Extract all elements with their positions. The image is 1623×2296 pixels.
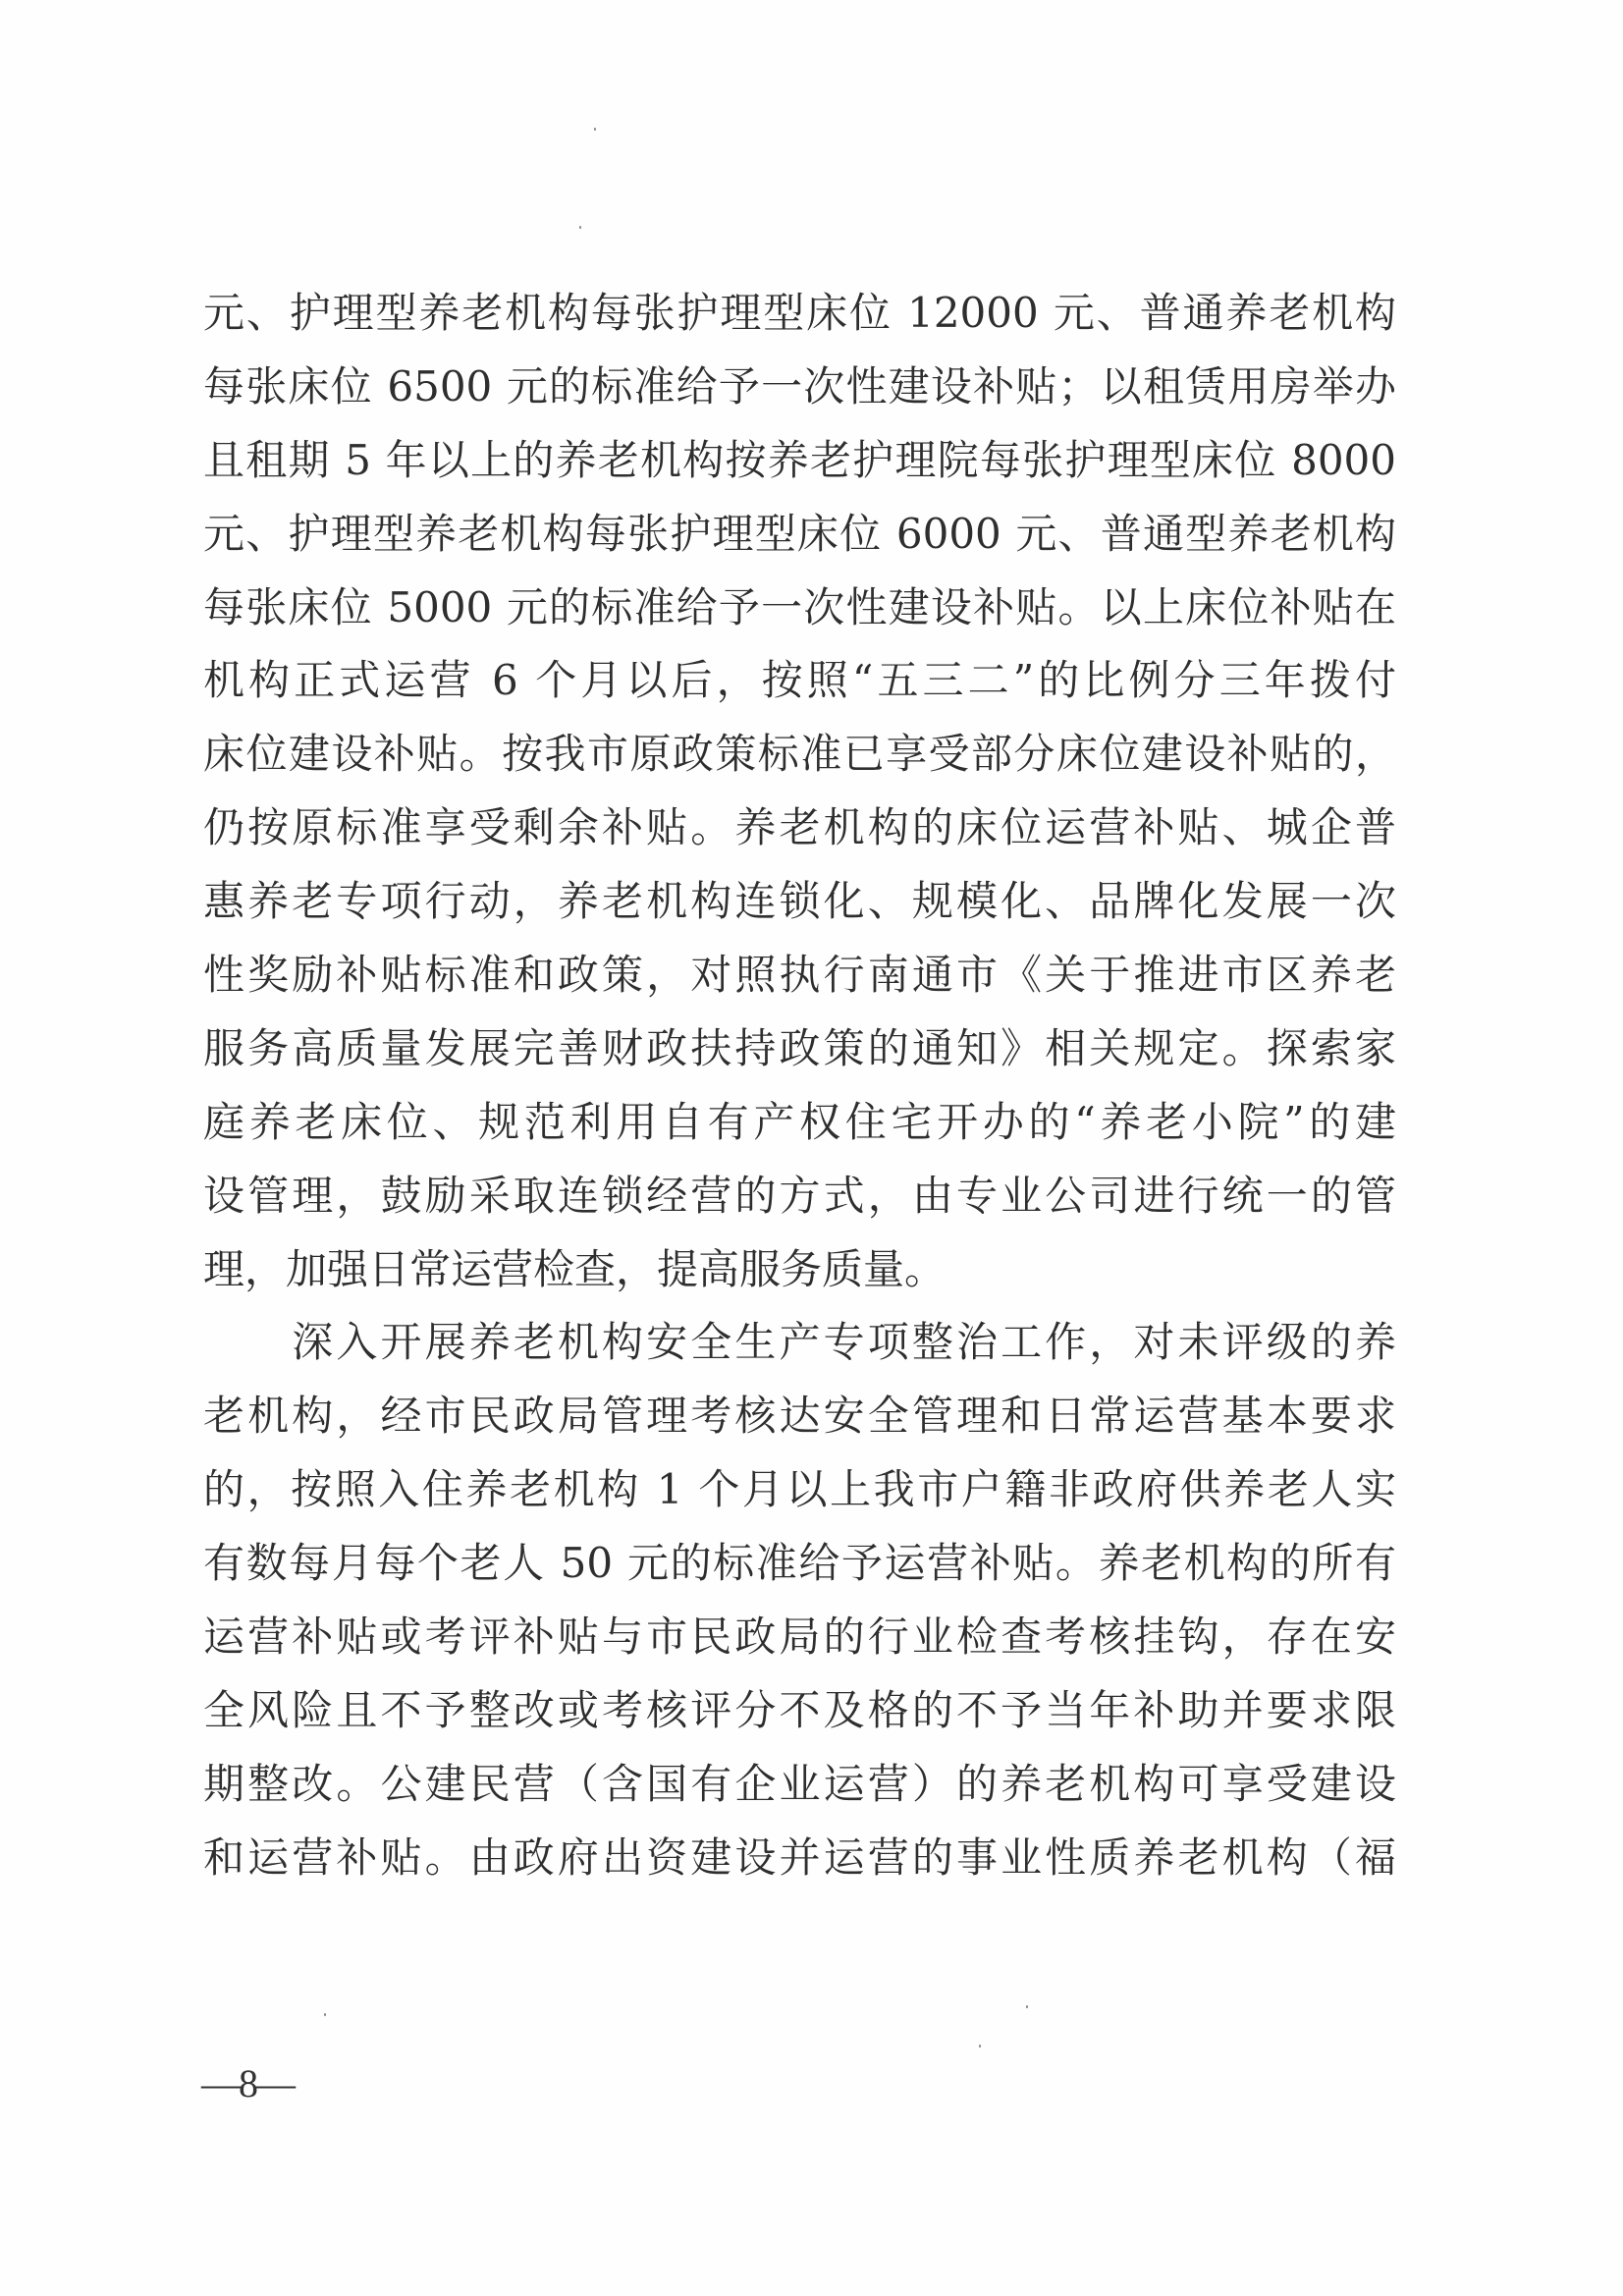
text-line: 老机构，经市民政局管理考核达安全管理和日常运营基本要求 <box>203 1392 1396 1441</box>
text-line: 机构正式运营 6 个月以后，按照“五三二”的比例分三年拨付 <box>203 656 1396 705</box>
text-line: 设管理，鼓励采取连锁经营的方式，由专业公司进行统一的管 <box>203 1171 1396 1220</box>
text-line: 运营补贴或考评补贴与市民政局的行业检查考核挂钩，存在安 <box>203 1613 1396 1662</box>
text-line: 性奖励补贴标准和政策，对照执行南通市《关于推进市区养老 <box>203 951 1396 1000</box>
text-line: 和运营补贴。由政府出资建设并运营的事业性质养老机构（福 <box>203 1832 1396 1882</box>
scan-speck <box>979 2045 981 2048</box>
body-text <box>203 283 1396 1901</box>
text-line: 且租期 5 年以上的养老机构按养老护理院每张护理型床位 8000 <box>203 435 1396 484</box>
text-line: 庭养老床位、规范利用自有产权住宅开办的“养老小院”的建 <box>203 1097 1396 1146</box>
paragraph-start-line: 深入开展养老机构安全生产专项整治工作，对未评级的养 <box>203 1318 1396 1367</box>
scan-speck <box>579 226 581 229</box>
text-line: 床位建设补贴。按我市原政策标准已享受部分床位建设补贴的， <box>203 730 1396 779</box>
text-line: 惠养老专项行动，养老机构连锁化、规模化、品牌化发展一次 <box>203 877 1396 926</box>
text-line: 有数每月每个老人 50 元的标准给予运营补贴。养老机构的所有 <box>203 1539 1396 1588</box>
scan-speck <box>594 128 596 131</box>
scan-speck <box>324 2013 326 2016</box>
text-line: 服务高质量发展完善财政扶持政策的通知》相关规定。探索家 <box>203 1023 1396 1072</box>
text-line: 每张床位 6500 元的标准给予一次性建设补贴；以租赁用房举办 <box>203 361 1396 410</box>
scan-speck <box>1026 2005 1028 2008</box>
text-line: 元、护理型养老机构每张护理型床位 12000 元、普通养老机构 <box>203 289 1396 337</box>
text-line: 期整改。公建民营（含国有企业运营）的养老机构可享受建设 <box>203 1759 1396 1808</box>
text-line: 元、护理型养老机构每张护理型床位 6000 元、普通型养老机构 <box>203 509 1396 558</box>
text-line: 仍按原标准享受剩余补贴。养老机构的床位运营补贴、城企普 <box>203 803 1396 852</box>
text-line: 每张床位 5000 元的标准给予一次性建设补贴。以上床位补贴在 <box>203 582 1396 631</box>
text-line: 全风险且不予整改或考核评分不及格的不予当年补助并要求限 <box>203 1685 1396 1734</box>
text-line: 的，按照入住养老机构 1 个月以上我市户籍非政府供养老人实 <box>203 1465 1396 1514</box>
page-number: —8— <box>201 2061 294 2105</box>
text-line: 理，加强日常运营检查，提高服务质量。 <box>203 1244 947 1293</box>
